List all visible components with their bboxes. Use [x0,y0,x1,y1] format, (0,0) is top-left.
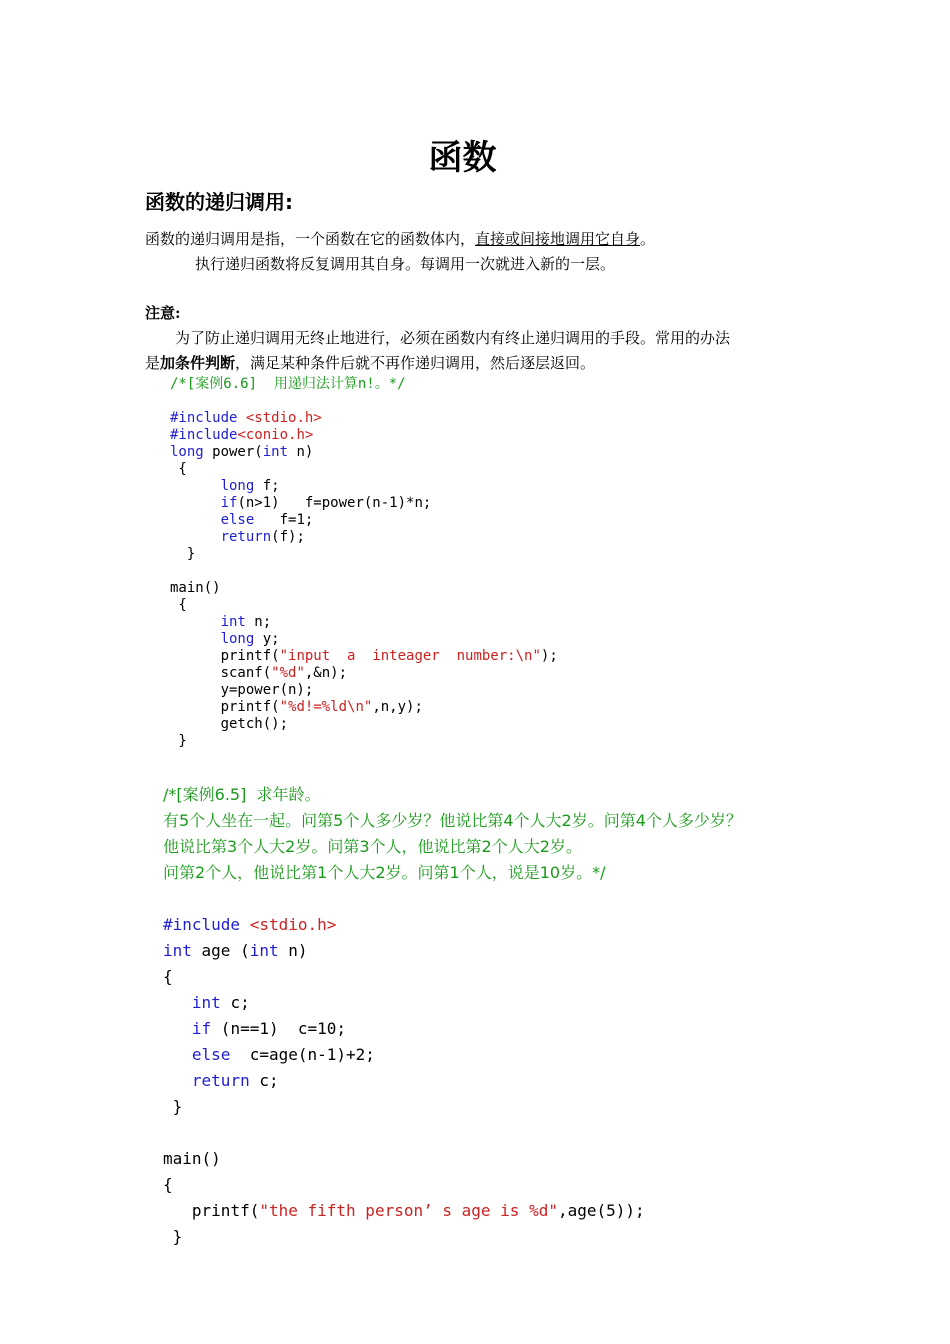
code-keyword: long [220,478,255,494]
code-text: c=age(n-1)+2; [230,1045,375,1064]
code-comment: 问第2个人，他说比第1个人大2岁。问第1个人，说是10岁。*/ [163,863,606,882]
code-text: n) [278,941,308,960]
code-text: scanf( [220,665,272,681]
code-string: <conio.h> [237,427,314,443]
code-text: { [170,461,187,477]
code-keyword: long [220,631,255,647]
code-text: ); [540,648,558,664]
code-keyword: #include [170,427,238,443]
code-keyword: if [220,495,238,511]
code-text: main() [163,1149,221,1168]
code-string: "%d!=%ld\n" [279,699,373,715]
code-keyword: int [262,444,289,460]
code-text: age ( [191,941,250,960]
text: 函数的递归调用是指，一个函数在它的函数体内， [145,230,476,248]
code-keyword: if [191,1019,212,1038]
code-text: main() [170,580,221,596]
code-string: <stdio.h> [237,410,322,426]
code-keyword: else [191,1045,231,1064]
code-keyword: long [170,444,204,460]
code-text: } [163,1227,183,1246]
code-text: printf( [191,1201,260,1220]
code-text: } [170,733,187,749]
section-heading: 函数的递归调用: [145,190,293,214]
code-text: f; [254,478,280,494]
code-text: c; [249,1071,279,1090]
code-keyword: #include [170,410,238,426]
code-text: } [170,546,196,562]
code-string: "%d" [271,665,305,681]
paragraph-execution: 执行递归函数将反复调用其自身。每调用一次就进入新的一层。 [195,255,616,273]
code-text: power( [203,444,263,460]
code-text: f=1; [254,512,314,528]
paragraph-definition [145,228,655,249]
code-keyword: int [163,941,192,960]
code-keyword: return [220,529,272,545]
page-title: 函数 [428,138,497,178]
code-keyword: int [249,941,279,960]
code-text: y=power(n); [220,682,314,698]
code-comment: /*[案例6.5] 求年龄。 [163,785,321,804]
code-comment: /*[案例6.6] 用递归法计算n!。*/ [170,376,406,392]
code-text: printf( [220,699,280,715]
code-text: ,&n); [304,665,348,681]
code-text: } [163,1097,183,1116]
bold-text: 加条件判断 [160,354,236,372]
paragraph-note-line1: 为了防止递归调用无终止地进行，必须在函数内有终止递归调用的手段。常用的办法 [175,329,731,347]
code-text: getch(); [220,716,289,732]
code-text: { [163,967,173,986]
underlined-text: 直接或间接地调用它自身 [475,230,641,248]
text: 。 [640,230,656,248]
code-keyword: int [191,993,221,1012]
code-text: ,age(5)); [557,1201,645,1220]
code-text: { [170,597,187,613]
code-string: "input a inteager number:\n" [279,648,541,664]
text: 是 [145,354,161,372]
code-text: y; [254,631,280,647]
code-string: <stdio.h> [240,915,337,934]
code-keyword: else [220,512,255,528]
note-label: 注意: [145,304,181,322]
code-block-factorial [170,376,558,750]
code-text: { [163,1175,173,1194]
code-text: n) [288,444,314,460]
code-string: "the fifth person’ s age is %d" [259,1201,558,1220]
code-block-age [163,782,742,1250]
code-keyword: #include [163,915,241,934]
code-text: (n==1) c=10; [211,1019,347,1038]
code-text: (n>1) f=power(n-1)*n; [237,495,432,511]
code-text: (f); [271,529,305,545]
text: ，满足某种条件后就不再作递归调用，然后逐层返回。 [235,354,596,372]
paragraph-note-line2 [145,352,595,373]
code-text: n; [245,614,272,630]
code-comment: 他说比第3个人大2岁。问第3个人，他说比第2个人大2岁。 [163,837,582,856]
code-keyword: int [220,614,246,630]
code-keyword: return [191,1071,250,1090]
code-text: c; [220,993,250,1012]
code-text: printf( [220,648,280,664]
code-text: ,n,y); [372,699,423,715]
code-comment: 有5个人坐在一起。问第5个人多少岁？他说比第4个人大2岁。问第4个人多少岁？ [163,811,742,830]
